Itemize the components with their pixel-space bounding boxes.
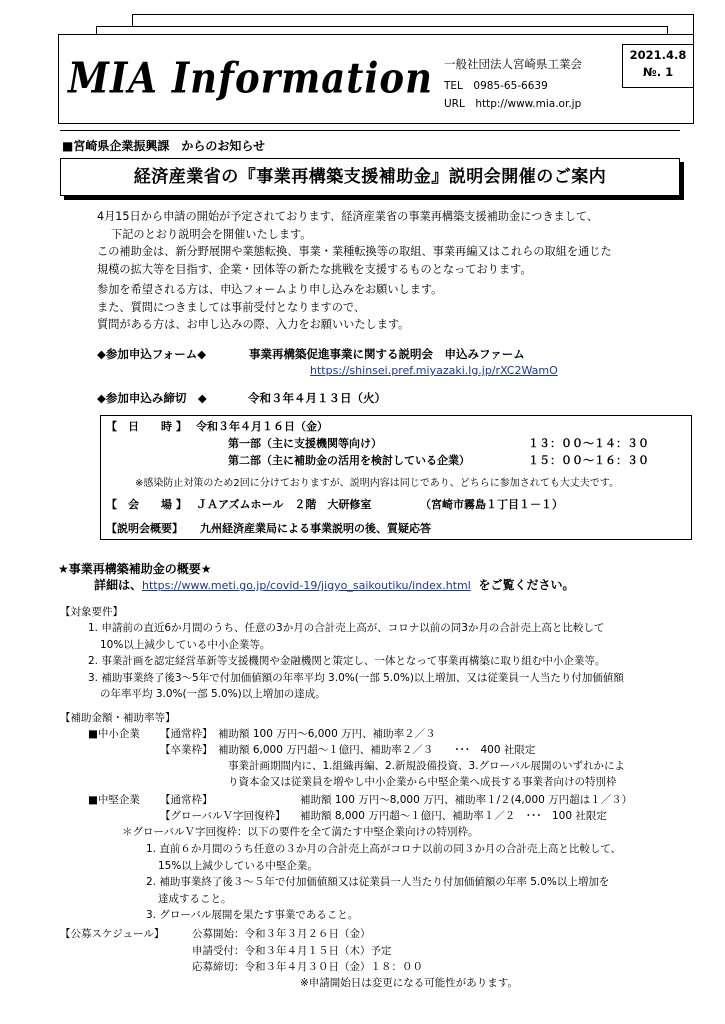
website-url: URL http://www.mia.or.jp [444, 98, 582, 110]
apply-line: また、質問につきましては事前受付となりますので、 [97, 300, 366, 314]
form-label: ◆参加申込フォーム◆ [97, 347, 207, 361]
requirement-line: 1. 申請前の直近6か月間のうち、任意の3か月の合計売上高が、コロナ以前の同3か月の合計売上高と比較して [88, 622, 605, 634]
sme-normal-label: 【通常枠】 [160, 728, 213, 740]
mid-global-label: 【グローバルＶ字回復枠】 [160, 810, 286, 822]
overview-detail [94, 576, 574, 593]
date-label: 【 日 時 】 [106, 420, 187, 433]
form-name: 事業再構築促進事業に関する説明会 申込みファーム [249, 347, 525, 361]
venue-address: （宮崎市霧島１丁目１－１） [420, 498, 563, 511]
schedule-list [192, 926, 423, 976]
detail-suffix: をご覧ください。 [478, 578, 575, 592]
intro-line: 下記のとおり説明会を開催いたします。 [111, 227, 312, 241]
intro-line: 規模の拡大等を目指す、企業・団体等の新たな挑戦を支援するものとなっております。 [97, 262, 532, 276]
apply-line: 質問がある方は、お申し込みの際、入力をお願いいたします。 [97, 318, 410, 331]
schedule-item: 申請受付：令和３年４月１５日（木）予定 [192, 944, 392, 957]
mid-normal-label: 【通常枠】 [160, 794, 213, 806]
issue-number: №. 1 [642, 65, 674, 79]
global-req-line: 2. 補助事業終了後３～５年で付加価値額又は従業員一人当たり付加価値額の年率 5.0%以上増加を [146, 876, 610, 888]
sme-grad-note: り資本金又は従業員を増やし中小企業から中堅企業へ成長する事業者向けの特別枠 [228, 776, 617, 788]
part2-time: １５：００～１６：３０ [528, 454, 649, 467]
schedule-note: ※申請開始日は変更になる可能性があります。 [300, 977, 518, 989]
form-url-link[interactable]: https://shinsei.pref.miyazaki.lg.jp/rXC2WamO [310, 364, 558, 377]
mid-normal: 補助額 100 万円～8,000 万円、補助率１/２(4,000 万円超は１／３） [300, 794, 633, 806]
mid-global: 補助額 8,000 万円超～１億円、補助率１／２ ･･･ 100 社限定 [300, 810, 607, 822]
requirement-line: 2. 事業計画を認定経営革新等支援機関や金融機関と策定し、一体となって事業再構築に取り組む中小企業等。 [88, 655, 606, 667]
intro-line: この補助金は、新分野展開や業態転換、事業・業種転換等の取組、事業再編又はこれらの取組を通じた [97, 245, 612, 258]
part1-label: 第一部（主に支援機関等向け） [228, 437, 382, 450]
requirement-line: の年率平均 3.0%(一部 5.0%)以上増加の達成。 [100, 688, 326, 700]
meti-link[interactable]: https://www.meti.go.jp/covid-19/jigyo_saikoutiku/index.html [142, 579, 471, 592]
summary-text: 九州経済産業局による事業説明の後、質疑応答 [200, 522, 431, 535]
sme-grad: 補助額 6,000 万円超～１億円、補助率２／３ ･･･ 400 社限定 [218, 744, 536, 756]
deadline-label: ◆参加申込み締切 ◆ [97, 391, 207, 405]
requirements-heading: 【対象要件】 [60, 606, 123, 618]
apply-line: 参加を希望される方は、申込フォームより申し込みをお願いします。 [97, 283, 443, 296]
requirement-line: 3. 補助事業終了後3～5年で付加価値額の年率平均 3.0%(一部 5.0%)以上増加、又は従業員一人当たり付加価値額 [88, 671, 624, 684]
requirement-line: 10%以上減少している中小企業等。 [100, 638, 271, 651]
sme-grad-note: 事業計画期間内に、1.組織再編、2.新規設備投資、3.グローバル展開のいずれかによ [228, 760, 626, 772]
issue-box [622, 44, 694, 88]
intro-line: 4月15日から申請の開始が予定されております、経済産業省の事業再構築支援補助金につきまして、 [97, 210, 599, 223]
global-req-line: 15%以上減少している中堅企業。 [158, 859, 318, 872]
schedule-item: 公募開始：令和３年３月２６日（金） [192, 928, 371, 940]
venue-name: ＪＡアズムホール ２階 大研修室 [196, 498, 372, 511]
detail-prefix: 詳細は、 [94, 578, 143, 592]
amount-heading: 【補助金額・補助率等】 [60, 712, 176, 724]
sme-normal: 補助額 100 万円～6,000 万円、補助率２／３ [218, 728, 436, 740]
apply-text [97, 281, 442, 334]
part2-label: 第二部（主に補助金の活用を検討している企業） [228, 454, 470, 467]
mia-logo: MIA Information [68, 52, 434, 103]
notice-source: ■宮崎県企業振興課 からのお知らせ [62, 139, 265, 153]
summary-label: 【説明会概要】 [106, 522, 183, 535]
global-req-line: 1. 直前６か月間のうち任意の３か月の合計売上高がコロナ以前の同３か月の合計売上高と比較して、 [146, 843, 622, 855]
global-req-line: 3. グローバル展開を果たす事業であること。 [146, 909, 359, 921]
covid-note: ※感染防止対策のため2回に分けておりますが、説明内容は同じであり、どちらに参加されても大丈夫です。 [135, 478, 619, 489]
sme-grad-label: 【卒業枠】 [160, 744, 213, 756]
schedule-heading: 【公募スケジュール】 [60, 928, 165, 940]
requirements-list [88, 620, 624, 703]
overview-heading: ★事業再構築補助金の概要★ [58, 562, 212, 576]
venue-label: 【 会 場 】 [106, 498, 187, 511]
notice-title: 経済産業省の『事業再構築支援補助金』説明会開催のご案内 [60, 158, 680, 196]
global-note: ＊グローバルＶ字回復枠：以下の要件を全て満たす中堅企業向けの特別枠。 [122, 826, 479, 838]
notice-intro [97, 208, 612, 278]
tel: TEL 0985-65-6639 [444, 80, 548, 92]
global-req-line: 達成すること。 [158, 892, 232, 905]
event-date: 令和３年４月１６日（金） [196, 420, 328, 433]
deadline-date: 令和３年４月１３日（火） [248, 391, 386, 405]
global-requirements [146, 841, 621, 924]
header-divider [60, 130, 680, 131]
schedule-item: 応募締切：令和３年４月３０日（金）１８：００ [192, 961, 423, 973]
issue-date: 2021.4.8 [629, 48, 687, 62]
sme-label: ■中小企業 [88, 728, 140, 740]
mid-label: ■中堅企業 [88, 794, 140, 806]
part1-time: １３：００～１４：３０ [528, 437, 649, 450]
org-name: 一般社団法人宮崎県工業会 [444, 57, 582, 71]
